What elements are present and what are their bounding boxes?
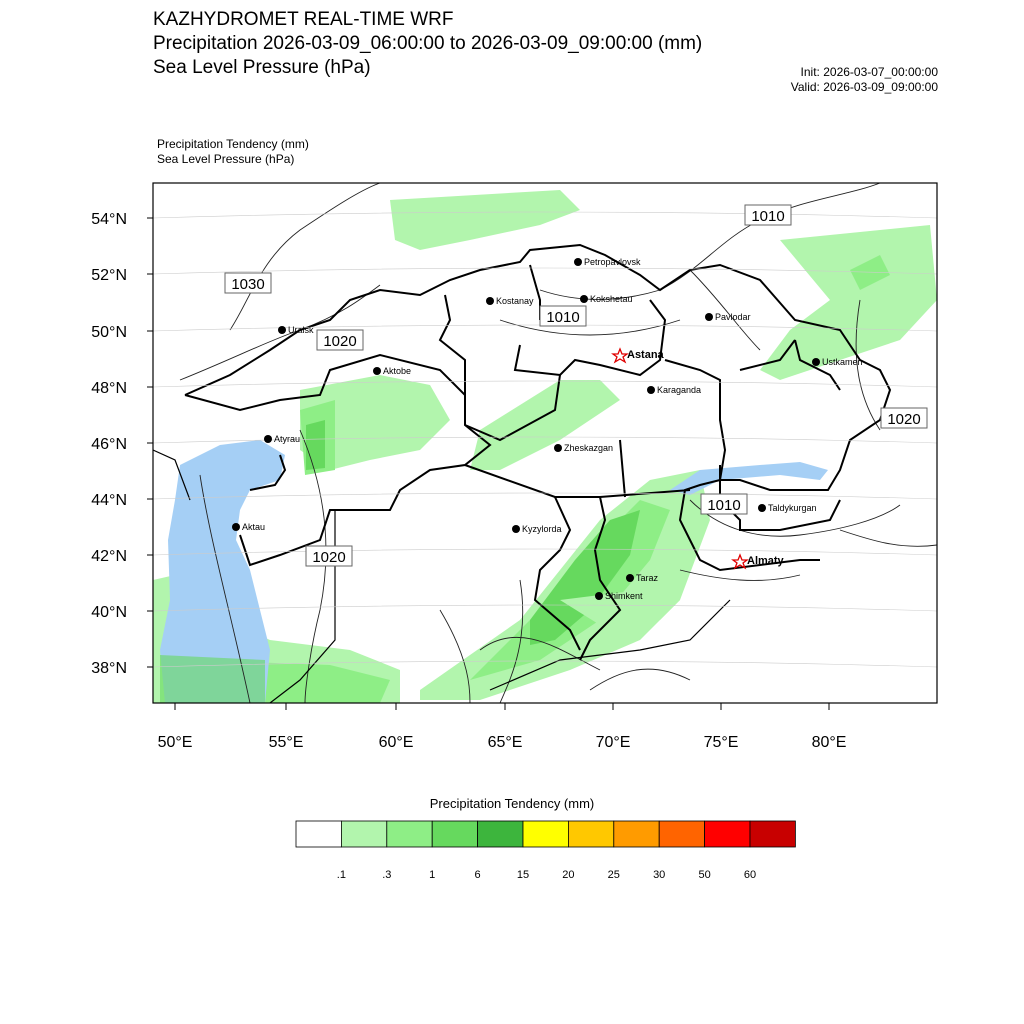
city-marker [554,443,613,453]
lon-label: 80°E [811,734,847,751]
svg-text:Aktobe: Aktobe [383,366,412,376]
colorbar-label: .1 [336,869,346,881]
rain-area [390,190,580,250]
lat-label: 44°N [91,492,127,509]
city-marker [278,325,314,335]
isobar-label [317,330,363,350]
svg-text:1030: 1030 [231,276,265,293]
colorbar-swatch [478,821,523,847]
field-label-slp: Sea Level Pressure (hPa) [157,152,295,166]
isobar-label [881,408,927,428]
lon-label: 65°E [487,734,523,751]
isobar-label [701,494,747,514]
capital-marker [613,349,665,362]
lat-label: 40°N [91,604,127,621]
svg-text:Taraz: Taraz [636,573,659,583]
colorbar-label: .3 [382,869,392,881]
lon-label: 55°E [268,734,304,751]
city-marker [264,434,300,444]
svg-text:Aktau: Aktau [242,522,266,532]
lat-label: 46°N [91,436,127,453]
colorbar-label: 50 [698,869,711,881]
svg-text:Shimkent: Shimkent [605,591,643,601]
colorbar-label: 30 [653,869,666,881]
colorbar-swatch [296,821,341,847]
lon-label: 70°E [595,734,631,751]
svg-text:Uralsk: Uralsk [288,325,314,335]
colorbar-swatch [387,821,432,847]
city-marker [626,573,659,583]
city-marker [647,385,701,395]
svg-text:Kostanay: Kostanay [496,296,534,306]
colorbar-swatch [568,821,613,847]
svg-text:1010: 1010 [707,497,741,514]
rain-over-sea [160,655,265,703]
city-marker [574,257,641,267]
svg-text:Ustkamen: Ustkamen [822,357,863,367]
colorbar-title: Precipitation Tendency (mm) [429,796,595,811]
lat-label: 38°N [91,660,127,677]
svg-text:Petropavlovsk: Petropavlovsk [584,257,641,267]
colorbar-label: 15 [516,869,530,881]
lon-labels [158,734,847,751]
city-marker [758,503,817,513]
colorbar-label: 6 [474,869,481,881]
svg-text:Kyzylorda: Kyzylorda [522,524,562,534]
svg-text:Taldykurgan: Taldykurgan [768,503,817,513]
colorbar-label: 25 [607,869,620,881]
colorbar-label: 1 [429,869,436,881]
city-marker [580,294,633,304]
lon-label: 60°E [378,734,414,751]
city-marker [373,366,411,376]
svg-text:1020: 1020 [887,411,921,428]
svg-text:Almaty: Almaty [747,555,784,567]
isobar-label [225,273,271,293]
isobar-label [745,205,791,225]
title-line-3: Sea Level Pressure (hPa) [153,57,371,78]
lat-label: 52°N [91,267,127,284]
colorbar-swatch [659,821,704,847]
lat-label: 50°N [91,324,127,341]
city-marker [705,312,751,322]
capital-marker [733,555,785,568]
lat-label: 42°N [91,548,127,565]
colorbar-swatch [432,821,477,847]
precipitation-shading [153,190,937,703]
city-marker [512,524,562,534]
svg-text:Astana: Astana [627,349,664,361]
svg-text:1020: 1020 [312,549,346,566]
colorbar-swatch [705,821,750,847]
title-line-2: Precipitation 2026-03-09_06:00:00 to 2026-03-09_09:00:00 (mm) [153,33,703,54]
lon-label: 50°E [157,734,193,751]
colorbar-labels [337,869,756,881]
lon-label: 75°E [703,734,739,751]
title-line-1: KAZHYDROMET REAL-TIME WRF [153,9,454,30]
colorbar-swatch [750,821,795,847]
svg-text:Pavlodar: Pavlodar [715,312,751,322]
svg-text:Kokshetau: Kokshetau [590,294,633,304]
colorbar-label: 20 [562,869,575,881]
svg-text:1010: 1010 [751,208,785,225]
lat-label: 54°N [91,211,127,228]
init-time: Init: 2026-03-07_00:00:00 [800,65,938,79]
city-marker [486,296,534,306]
colorbar-label: 60 [743,869,757,881]
svg-text:1010: 1010 [546,309,580,326]
rain-area [306,420,325,470]
svg-text:1020: 1020 [323,333,357,350]
valid-time: Valid: 2026-03-09_09:00:00 [790,80,938,94]
svg-text:Karaganda: Karaganda [657,385,702,395]
colorbar-boxes [296,821,795,847]
lat-labels [91,211,127,677]
rain-area [470,380,620,470]
svg-text:Zheskazgan: Zheskazgan [564,443,614,453]
isobar-label [540,306,586,326]
isobar-label [306,546,352,566]
svg-text:Atyrau: Atyrau [274,434,301,444]
city-marker [232,522,265,532]
colorbar-swatch [614,821,659,847]
lat-label: 48°N [91,380,127,397]
colorbar-swatch [523,821,568,847]
colorbar-swatch [341,821,386,847]
field-label-precip: Precipitation Tendency (mm) [157,137,309,151]
